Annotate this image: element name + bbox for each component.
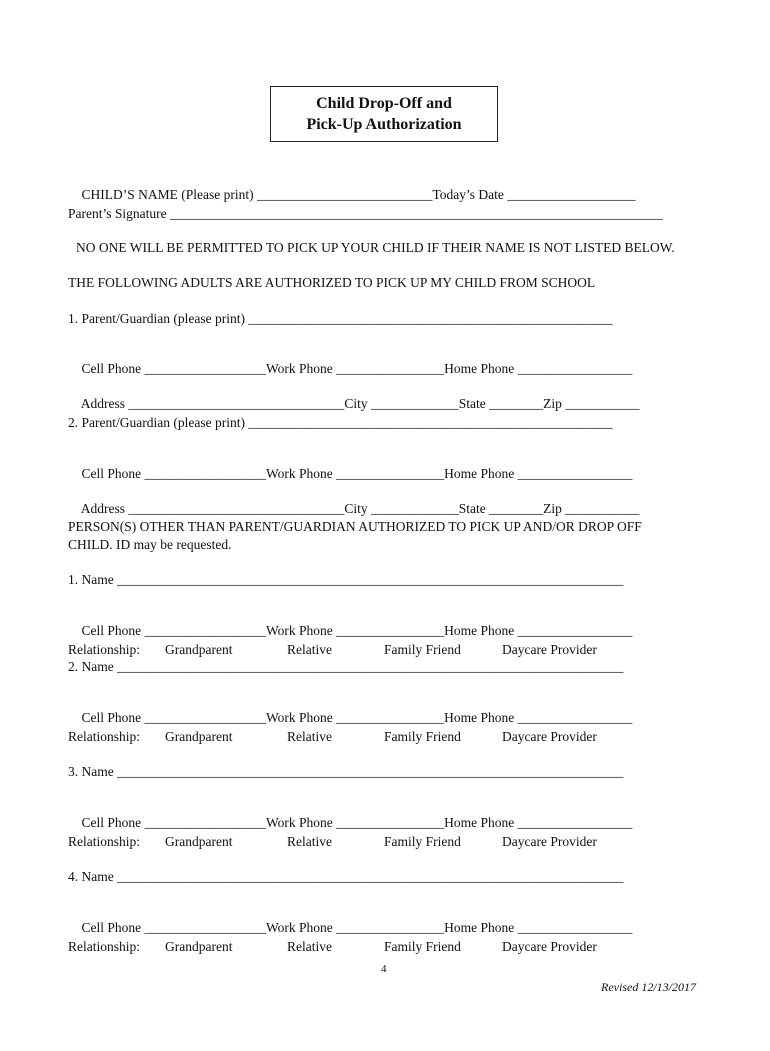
person-4-relationship-row	[68, 939, 597, 1051]
option-grandparent[interactable]: Grandparent	[165, 834, 233, 849]
work-phone-field[interactable]: Work Phone ________________	[266, 623, 445, 638]
option-daycare-provider[interactable]: Daycare Provider	[502, 939, 597, 954]
home-phone-field[interactable]: Home Phone _________________	[444, 815, 633, 830]
cell-phone-field[interactable]: Cell Phone __________________	[81, 466, 266, 481]
zip-field[interactable]: Zip ___________	[543, 501, 640, 516]
home-phone-field[interactable]: Home Phone _________________	[444, 920, 633, 935]
page-number: 4	[381, 963, 387, 975]
home-phone-field[interactable]: Home Phone _________________	[444, 623, 633, 638]
city-field[interactable]: City _____________	[344, 501, 459, 516]
home-phone-field[interactable]: Home Phone _________________	[444, 361, 633, 376]
work-phone-field[interactable]: Work Phone ________________	[266, 815, 445, 830]
authorized-heading: THE FOLLOWING ADULTS ARE AUTHORIZED TO PICK UP MY CHILD FROM SCHOOL	[68, 275, 596, 290]
cell-phone-field[interactable]: Cell Phone __________________	[81, 710, 266, 725]
option-family-friend[interactable]: Family Friend	[384, 834, 461, 849]
work-phone-field[interactable]: Work Phone ________________	[266, 361, 445, 376]
cell-phone-field[interactable]: Cell Phone __________________	[81, 920, 266, 935]
home-phone-field[interactable]: Home Phone _________________	[444, 710, 633, 725]
others-heading-line-1: PERSON(S) OTHER THAN PARENT/GUARDIAN AUTHORIZED TO PICK UP AND/OR DROP OFF	[68, 519, 642, 534]
form-title-line-2: Pick-Up Authorization	[306, 116, 462, 133]
guardian-2-name-field[interactable]: 2. Parent/Guardian (please print) ______________________________________________________	[68, 415, 613, 430]
option-family-friend[interactable]: Family Friend	[384, 729, 461, 744]
option-daycare-provider[interactable]: Daycare Provider	[502, 729, 597, 744]
option-grandparent[interactable]: Grandparent	[165, 939, 233, 954]
form-title-line-1: Child Drop-Off and	[316, 95, 452, 112]
city-field[interactable]: City _____________	[344, 396, 459, 411]
relationship-label: Relationship:	[68, 642, 140, 657]
state-field[interactable]: State ________	[458, 396, 544, 411]
person-2-name-field[interactable]: 2. Name ___________________________________________________________________________	[68, 659, 624, 674]
person-3-name-field[interactable]: 3. Name ___________________________________________________________________________	[68, 764, 624, 779]
parent-signature-field[interactable]: Parent’s Signature _________________________________________________________________________	[68, 206, 663, 221]
home-phone-field[interactable]: Home Phone _________________	[444, 466, 633, 481]
address-field[interactable]: Address ________________________________	[80, 501, 345, 516]
cell-phone-field[interactable]: Cell Phone __________________	[81, 623, 266, 638]
address-field[interactable]: Address ________________________________	[80, 396, 345, 411]
person-1-name-field[interactable]: 1. Name ___________________________________________________________________________	[68, 572, 624, 587]
child-name-field[interactable]: CHILD’S NAME (Please print) __________________________	[81, 187, 433, 202]
form-title-box	[270, 86, 498, 142]
cell-phone-field[interactable]: Cell Phone __________________	[81, 361, 266, 376]
option-relative[interactable]: Relative	[287, 729, 332, 744]
relationship-label: Relationship:	[68, 834, 140, 849]
relationship-label: Relationship:	[68, 729, 140, 744]
guardian-1-name-field[interactable]: 1. Parent/Guardian (please print) ______________________________________________________	[68, 311, 613, 326]
option-grandparent[interactable]: Grandparent	[165, 642, 233, 657]
option-daycare-provider[interactable]: Daycare Provider	[502, 642, 597, 657]
option-daycare-provider[interactable]: Daycare Provider	[502, 834, 597, 849]
work-phone-field[interactable]: Work Phone ________________	[266, 920, 445, 935]
notice-text: NO ONE WILL BE PERMITTED TO PICK UP YOUR CHILD IF THEIR NAME IS NOT LISTED BELOW.	[76, 240, 675, 255]
option-family-friend[interactable]: Family Friend	[384, 642, 461, 657]
todays-date-field[interactable]: Today’s Date ___________________	[432, 187, 636, 202]
relationship-label: Relationship:	[68, 939, 140, 954]
person-4-name-field[interactable]: 4. Name ___________________________________________________________________________	[68, 869, 624, 884]
option-relative[interactable]: Relative	[287, 834, 332, 849]
option-relative[interactable]: Relative	[287, 939, 332, 954]
cell-phone-field[interactable]: Cell Phone __________________	[81, 815, 266, 830]
zip-field[interactable]: Zip ___________	[543, 396, 640, 411]
work-phone-field[interactable]: Work Phone ________________	[266, 466, 445, 481]
revised-date: Revised 12/13/2017	[601, 980, 696, 994]
option-grandparent[interactable]: Grandparent	[165, 729, 233, 744]
state-field[interactable]: State ________	[458, 501, 544, 516]
option-family-friend[interactable]: Family Friend	[384, 939, 461, 954]
others-heading-line-2: CHILD. ID may be requested.	[68, 537, 232, 552]
option-relative[interactable]: Relative	[287, 642, 332, 657]
work-phone-field[interactable]: Work Phone ________________	[266, 710, 445, 725]
